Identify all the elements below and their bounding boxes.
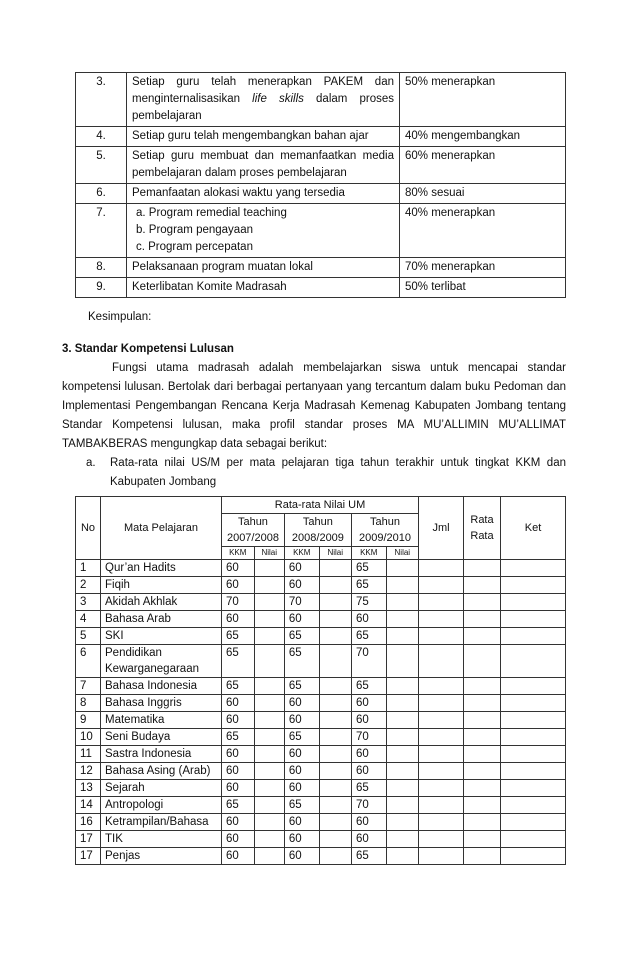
rata-value	[464, 628, 501, 645]
kkm-value: 65	[284, 628, 319, 645]
kkm-value: 65	[222, 729, 255, 746]
kkm-value: 60	[222, 577, 255, 594]
nilai-value	[386, 729, 418, 746]
nilai-value	[319, 611, 351, 628]
ket-value	[501, 831, 566, 848]
kkm-value: 60	[351, 746, 386, 763]
row-subject: Bahasa Inggris	[101, 695, 222, 712]
kkm-value: 60	[222, 763, 255, 780]
row-result: 50% terlibat	[400, 278, 566, 298]
row-number: 6.	[76, 184, 127, 204]
nilai-value	[254, 797, 284, 814]
ket-value	[501, 746, 566, 763]
table-row	[76, 746, 566, 763]
row-subject: Sejarah	[101, 780, 222, 797]
kkm-value: 60	[351, 712, 386, 729]
rata-value	[464, 780, 501, 797]
nilai-value	[386, 780, 418, 797]
kkm-value: 65	[351, 678, 386, 695]
ket-value	[501, 577, 566, 594]
rata-value	[464, 577, 501, 594]
row-subject: Seni Budaya	[101, 729, 222, 746]
table-row	[76, 577, 566, 594]
list-item-a: Rata-rata nilai US/M per mata pelajaran tiga tahun terakhir untuk tingkat KKM dan Kabupaten Jombang	[110, 457, 566, 488]
row-result: 80% sesuai	[400, 184, 566, 204]
nilai-um-table	[75, 496, 566, 865]
header-year: Tahun 2008/2009	[284, 514, 351, 547]
kkm-value: 65	[351, 780, 386, 797]
kkm-value: 70	[284, 594, 319, 611]
kkm-value: 65	[284, 678, 319, 695]
kkm-value: 60	[222, 746, 255, 763]
header-jml: Jml	[419, 497, 464, 560]
header-year: Tahun 2007/2008	[222, 514, 285, 547]
header-group: Rata-rata Nilai UM	[222, 497, 419, 514]
nilai-value	[319, 645, 351, 678]
nilai-value	[254, 831, 284, 848]
table-row	[76, 763, 566, 780]
row-no: 5	[76, 628, 101, 645]
description-part: Setiap guru telah menerapkan PAKEM dan menginternalisasikan	[132, 76, 394, 105]
kkm-value: 75	[351, 594, 386, 611]
row-no: 6	[76, 645, 101, 678]
nilai-value	[254, 780, 284, 797]
ket-value	[501, 848, 566, 865]
row-result: 50% menerapkan	[400, 73, 566, 127]
row-number: 7.	[76, 204, 127, 258]
jml-value	[419, 611, 464, 628]
kkm-value: 65	[351, 848, 386, 865]
kkm-value: 65	[284, 797, 319, 814]
nilai-value	[254, 678, 284, 695]
kkm-value: 60	[222, 831, 255, 848]
ket-value	[501, 628, 566, 645]
header-kkm: KKM	[351, 547, 386, 560]
program-item: c. Program percepatan	[136, 241, 253, 253]
row-result: 40% mengembangkan	[400, 127, 566, 147]
row-no: 8	[76, 695, 101, 712]
nilai-value	[319, 560, 351, 577]
nilai-value	[319, 831, 351, 848]
nilai-value	[386, 712, 418, 729]
nilai-value	[254, 712, 284, 729]
table-row	[76, 797, 566, 814]
row-no: 16	[76, 814, 101, 831]
jml-value	[419, 594, 464, 611]
nilai-value	[386, 611, 418, 628]
table-row	[76, 712, 566, 729]
kkm-value: 60	[351, 831, 386, 848]
nilai-value	[386, 695, 418, 712]
nilai-value	[386, 594, 418, 611]
nilai-value	[319, 729, 351, 746]
table-row	[76, 127, 566, 147]
header-kkm: KKM	[222, 547, 255, 560]
jml-value	[419, 746, 464, 763]
row-description	[127, 73, 400, 127]
kkm-value: 60	[284, 746, 319, 763]
rata-value	[464, 645, 501, 678]
ket-value	[501, 695, 566, 712]
kkm-value: 65	[222, 797, 255, 814]
row-description: Setiap guru telah mengembangkan bahan ajar	[127, 127, 400, 147]
row-no: 13	[76, 780, 101, 797]
kkm-value: 60	[351, 611, 386, 628]
rata-value	[464, 712, 501, 729]
ket-value	[501, 797, 566, 814]
row-subject: Ketrampilan/Bahasa	[101, 814, 222, 831]
header-year: Tahun 2009/2010	[351, 514, 418, 547]
kkm-value: 65	[222, 678, 255, 695]
rata-value	[464, 729, 501, 746]
ket-value	[501, 712, 566, 729]
ket-value	[501, 780, 566, 797]
ket-value	[501, 594, 566, 611]
row-description	[127, 204, 400, 258]
nilai-value	[386, 848, 418, 865]
kkm-value: 70	[351, 797, 386, 814]
nilai-value	[386, 577, 418, 594]
table-row	[76, 780, 566, 797]
kkm-value: 60	[351, 695, 386, 712]
kesimpulan-label: Kesimpulan:	[88, 311, 152, 323]
row-result: 60% menerapkan	[400, 147, 566, 184]
jml-value	[419, 628, 464, 645]
row-no: 11	[76, 746, 101, 763]
row-subject: Pendidikan Kewarganegaraan	[101, 645, 222, 678]
jml-value	[419, 645, 464, 678]
row-no: 14	[76, 797, 101, 814]
ket-value	[501, 763, 566, 780]
nilai-value	[319, 797, 351, 814]
nilai-value	[254, 729, 284, 746]
nilai-value	[319, 814, 351, 831]
jml-value	[419, 678, 464, 695]
row-number: 3.	[76, 73, 127, 127]
kkm-value: 65	[351, 628, 386, 645]
kkm-value: 65	[222, 628, 255, 645]
row-subject: Akidah Akhlak	[101, 594, 222, 611]
table-row	[76, 560, 566, 577]
kkm-value: 60	[222, 560, 255, 577]
table-row	[76, 628, 566, 645]
rata-value	[464, 797, 501, 814]
header-nilai: Nilai	[319, 547, 351, 560]
row-no: 7	[76, 678, 101, 695]
nilai-value	[319, 594, 351, 611]
description-part: dalam proses pembelajaran	[132, 93, 394, 122]
table-row	[76, 278, 566, 298]
header-nilai: Nilai	[254, 547, 284, 560]
jml-value	[419, 780, 464, 797]
row-no: 17	[76, 848, 101, 865]
kkm-value: 65	[284, 645, 319, 678]
jml-value	[419, 577, 464, 594]
row-description: Keterlibatan Komite Madrasah	[127, 278, 400, 298]
table-row	[76, 147, 566, 184]
table-row	[76, 848, 566, 865]
row-subject: Antropologi	[101, 797, 222, 814]
nilai-value	[386, 645, 418, 678]
row-number: 5.	[76, 147, 127, 184]
header-rata: Rata Rata	[464, 497, 501, 560]
row-result: 70% menerapkan	[400, 258, 566, 278]
jml-value	[419, 763, 464, 780]
nilai-value	[319, 628, 351, 645]
row-no: 3	[76, 594, 101, 611]
row-no: 10	[76, 729, 101, 746]
nilai-value	[319, 763, 351, 780]
row-no: 1	[76, 560, 101, 577]
nilai-value	[386, 797, 418, 814]
ket-value	[501, 814, 566, 831]
kkm-value: 60	[284, 695, 319, 712]
kkm-value: 65	[351, 560, 386, 577]
rata-value	[464, 763, 501, 780]
row-subject: Penjas	[101, 848, 222, 865]
nilai-value	[319, 780, 351, 797]
nilai-value	[254, 848, 284, 865]
row-subject: Bahasa Arab	[101, 611, 222, 628]
nilai-value	[386, 831, 418, 848]
nilai-value	[386, 628, 418, 645]
rata-value	[464, 814, 501, 831]
table-row	[76, 831, 566, 848]
nilai-value	[254, 746, 284, 763]
row-no: 4	[76, 611, 101, 628]
table-row	[76, 611, 566, 628]
rata-value	[464, 746, 501, 763]
row-result: 40% menerapkan	[400, 204, 566, 258]
ket-value	[501, 560, 566, 577]
kkm-value: 60	[351, 814, 386, 831]
row-subject: Qur’an Hadits	[101, 560, 222, 577]
kkm-value: 70	[351, 729, 386, 746]
row-no: 12	[76, 763, 101, 780]
rata-value	[464, 594, 501, 611]
header-nilai: Nilai	[386, 547, 418, 560]
kkm-value: 60	[222, 611, 255, 628]
kkm-value: 60	[284, 611, 319, 628]
row-number: 4.	[76, 127, 127, 147]
table-row	[76, 258, 566, 278]
nilai-value	[254, 594, 284, 611]
rata-value	[464, 695, 501, 712]
row-number: 9.	[76, 278, 127, 298]
table-row	[76, 594, 566, 611]
nilai-value	[254, 763, 284, 780]
header-mapel: Mata Pelajaran	[101, 497, 222, 560]
row-description: Pelaksanaan program muatan lokal	[127, 258, 400, 278]
section-title: 3. Standar Kompetensi Lulusan	[62, 343, 234, 355]
nilai-value	[386, 814, 418, 831]
kkm-value: 60	[222, 848, 255, 865]
nilai-value	[319, 695, 351, 712]
table-row	[76, 73, 566, 127]
kkm-value: 60	[222, 712, 255, 729]
kkm-value: 60	[284, 560, 319, 577]
row-description: Setiap guru membuat dan memanfaatkan media pembelajaran dalam proses pembelajaran	[127, 147, 400, 184]
nilai-value	[386, 763, 418, 780]
rata-value	[464, 611, 501, 628]
description-part: life skills	[252, 93, 304, 105]
table-row	[76, 814, 566, 831]
program-item: a. Program remedial teaching	[136, 207, 287, 219]
table-row	[76, 204, 566, 258]
header-ket: Ket	[501, 497, 566, 560]
row-no: 17	[76, 831, 101, 848]
nilai-value	[386, 678, 418, 695]
rata-value	[464, 831, 501, 848]
ket-value	[501, 729, 566, 746]
kkm-value: 60	[222, 814, 255, 831]
row-subject: Fiqih	[101, 577, 222, 594]
nilai-value	[319, 678, 351, 695]
header-kkm: KKM	[284, 547, 319, 560]
row-subject: Bahasa Asing (Arab)	[101, 763, 222, 780]
row-no: 9	[76, 712, 101, 729]
kkm-value: 70	[351, 645, 386, 678]
program-item: b. Program pengayaan	[136, 224, 253, 236]
row-number: 8.	[76, 258, 127, 278]
nilai-value	[319, 712, 351, 729]
kkm-value: 60	[222, 780, 255, 797]
nilai-value	[319, 848, 351, 865]
kkm-value: 70	[222, 594, 255, 611]
standar-proses-table	[75, 72, 566, 298]
nilai-value	[254, 577, 284, 594]
table-row	[76, 645, 566, 678]
kkm-value: 60	[284, 780, 319, 797]
kkm-value: 60	[284, 763, 319, 780]
row-subject: SKI	[101, 628, 222, 645]
row-subject: Sastra Indonesia	[101, 746, 222, 763]
jml-value	[419, 712, 464, 729]
nilai-value	[254, 645, 284, 678]
ket-value	[501, 645, 566, 678]
nilai-value	[254, 814, 284, 831]
table-row	[76, 184, 566, 204]
kkm-value: 60	[351, 763, 386, 780]
list-a	[86, 454, 566, 492]
table-row	[76, 678, 566, 695]
rata-value	[464, 848, 501, 865]
jml-value	[419, 814, 464, 831]
jml-value	[419, 831, 464, 848]
kkm-value: 60	[284, 712, 319, 729]
rata-value	[464, 678, 501, 695]
jml-value	[419, 797, 464, 814]
jml-value	[419, 729, 464, 746]
section-paragraph: Fungsi utama madrasah adalah membelajarkan siswa untuk mencapai standar kompetensi lulusan. Bertolak dari berbagai pertanyaan yang tercantum dalam buku Pedoman dan Implementasi Pengembangan Rencana Kerja Madrasah Kemenag Kabupaten Jombang tentang Standar Kompetensi lulusan, maka profil standar proses MA MU’ALLIMIN MU’ALLIMAT TAMBAKBERAS mengungkap data sebagai berikut:	[62, 362, 566, 450]
list-marker: a.	[86, 457, 96, 469]
row-no: 2	[76, 577, 101, 594]
kkm-value: 60	[222, 695, 255, 712]
nilai-value	[386, 560, 418, 577]
nilai-value	[319, 746, 351, 763]
nilai-value	[254, 695, 284, 712]
table-row	[76, 695, 566, 712]
kkm-value: 60	[284, 577, 319, 594]
jml-value	[419, 848, 464, 865]
kkm-value: 65	[351, 577, 386, 594]
rata-value	[464, 560, 501, 577]
kkm-value: 60	[284, 814, 319, 831]
jml-value	[419, 560, 464, 577]
row-subject: TIK	[101, 831, 222, 848]
table-row	[76, 729, 566, 746]
row-subject: Bahasa Indonesia	[101, 678, 222, 695]
header-no: No	[76, 497, 101, 560]
nilai-value	[254, 628, 284, 645]
nilai-value	[386, 746, 418, 763]
kkm-value: 65	[222, 645, 255, 678]
row-description: Pemanfaatan alokasi waktu yang tersedia	[127, 184, 400, 204]
kkm-value: 65	[284, 729, 319, 746]
nilai-value	[254, 560, 284, 577]
row-subject: Matematika	[101, 712, 222, 729]
jml-value	[419, 695, 464, 712]
ket-value	[501, 611, 566, 628]
nilai-value	[319, 577, 351, 594]
ket-value	[501, 678, 566, 695]
kkm-value: 60	[284, 848, 319, 865]
nilai-value	[254, 611, 284, 628]
kkm-value: 60	[284, 831, 319, 848]
